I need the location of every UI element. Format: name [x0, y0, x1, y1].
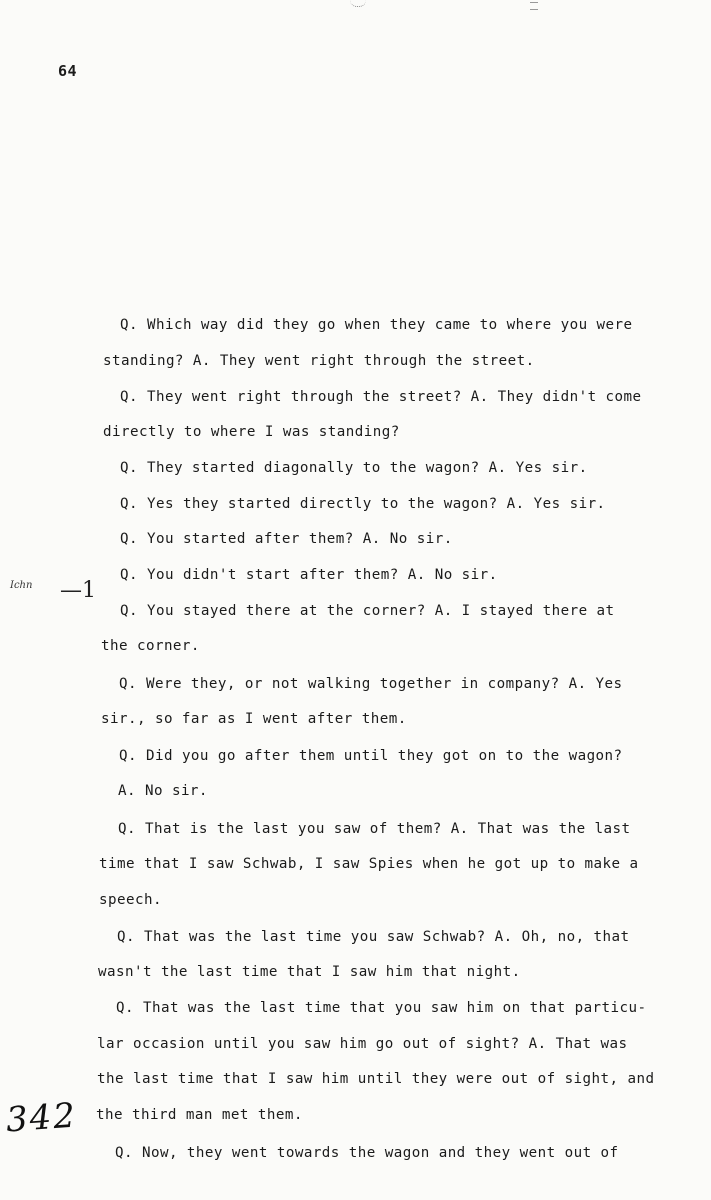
transcript-line: Q. They went right through the street? A. They didn't come	[120, 389, 642, 405]
transcript-line: Q. You stayed there at the corner? A. I stayed there at	[120, 603, 615, 619]
margin-mark: —1	[60, 578, 96, 603]
transcript-line: the last time that I saw him until they were out of sight, and	[97, 1071, 655, 1087]
transcript-line: Q. That was the last time that you saw him on that particu-	[116, 1000, 647, 1016]
transcript-line: lar occasion until you saw him go out of sight? A. That was	[97, 1036, 628, 1052]
transcript-line: speech.	[99, 892, 162, 908]
transcript-line: standing? A. They went right through the street.	[103, 353, 535, 369]
transcript-line: Q. Did you go after them until they got on to the wagon?	[119, 748, 623, 764]
margin-note: Ichn	[10, 580, 33, 591]
transcript-line: Q. Which way did they go when they came to where you were	[120, 317, 633, 333]
transcript-line: Q. That was the last time you saw Schwab? A. Oh, no, that	[117, 929, 630, 945]
transcript-line: the corner.	[101, 638, 200, 654]
ink-smudge	[530, 2, 538, 10]
transcript-line: wasn't the last time that I saw him that night.	[98, 964, 521, 980]
transcript-line: Q. You started after them? A. No sir.	[120, 531, 453, 547]
transcript-line: the third man met them.	[96, 1107, 303, 1123]
transcript-line: Q. Were they, or not walking together in company? A. Yes	[119, 676, 623, 692]
transcript-line: A. No sir.	[118, 783, 208, 799]
transcript-line: Q. You didn't start after them? A. No sir.	[120, 567, 498, 583]
transcript-line: Q. Yes they started directly to the wagon? A. Yes sir.	[120, 496, 606, 512]
transcript-line: Q. They started diagonally to the wagon? A. Yes sir.	[120, 460, 588, 476]
transcript-line: time that I saw Schwab, I saw Spies when he got up to make a	[99, 856, 639, 872]
transcript-line: Q. That is the last you saw of them? A. That was the last	[118, 821, 631, 837]
transcript-line: sir., so far as I went after them.	[101, 711, 407, 727]
transcript-line: directly to where I was standing?	[103, 424, 400, 440]
transcript-line: Q. Now, they went towards the wagon and they went out of	[115, 1145, 619, 1161]
handwritten-page-number: 342	[4, 1095, 79, 1141]
page-number: 64	[58, 62, 78, 80]
ink-smudge	[350, 0, 366, 7]
